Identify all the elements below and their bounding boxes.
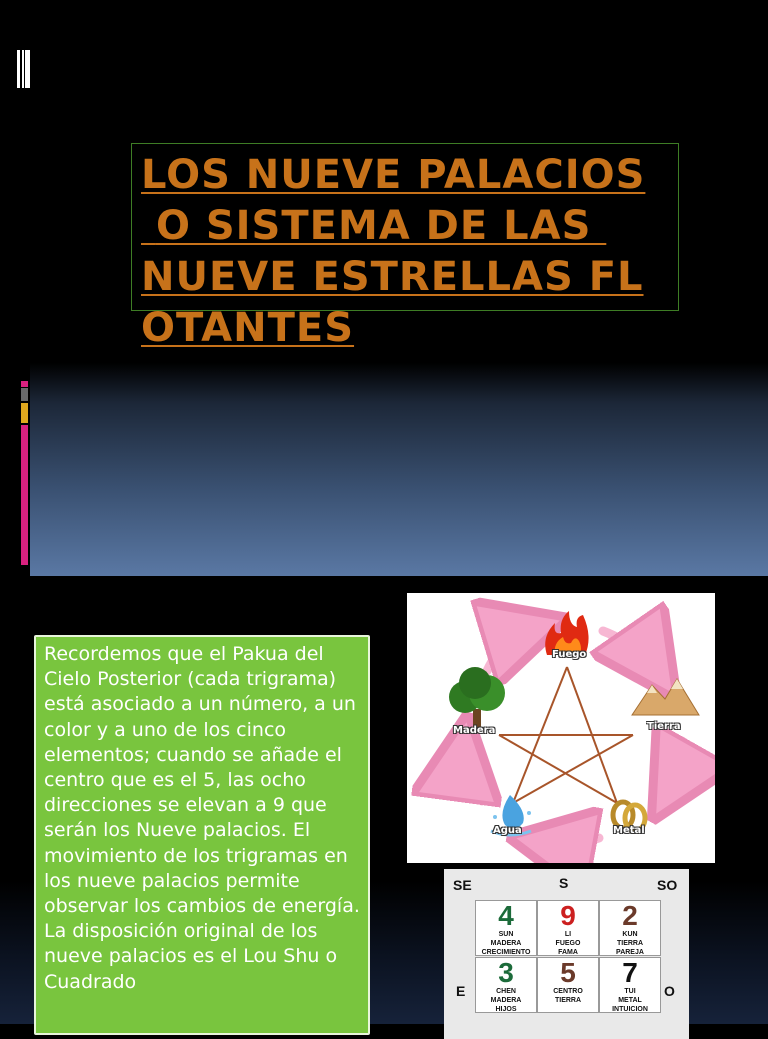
direction-se: SE bbox=[453, 877, 472, 893]
accent-bar-magenta bbox=[21, 425, 28, 565]
tree-icon bbox=[449, 667, 505, 731]
cell-number: 4 bbox=[498, 900, 514, 931]
cell-line: INTUICION bbox=[612, 1006, 648, 1013]
grid-cell bbox=[537, 900, 599, 956]
text-box[interactable] bbox=[34, 635, 370, 1035]
cell-line: TIERRA bbox=[554, 997, 582, 1004]
cell-line: PAREJA bbox=[616, 949, 644, 956]
accent-bar-pink bbox=[21, 381, 28, 387]
cell-number: 5 bbox=[560, 957, 576, 988]
cell-line: FAMA bbox=[558, 949, 578, 956]
madera-label: Madera bbox=[453, 725, 496, 736]
cell-line: MADERA bbox=[490, 940, 522, 947]
cell-line: LI bbox=[564, 931, 572, 938]
direction-so: SO bbox=[657, 877, 678, 893]
decorative-stripes bbox=[17, 50, 31, 88]
direction-o: O bbox=[664, 983, 675, 999]
five-elements-diagram[interactable] bbox=[407, 593, 715, 863]
cell-line: KUN bbox=[622, 931, 638, 938]
metal-label: Metal bbox=[613, 825, 645, 836]
cell-number: 2 bbox=[622, 900, 638, 931]
cell-number: 9 bbox=[560, 900, 576, 931]
direction-s: S bbox=[559, 875, 569, 891]
grid-cell bbox=[599, 900, 661, 956]
cell-number: 3 bbox=[498, 957, 514, 988]
mountain-icon bbox=[632, 679, 699, 715]
agua-label: Agua bbox=[493, 825, 522, 836]
grid-cell bbox=[475, 957, 537, 1013]
cell-line: TUI bbox=[624, 988, 636, 995]
cell-line: TIERRA bbox=[616, 940, 644, 947]
cell-line: SUN bbox=[498, 931, 514, 938]
accent-bar-gray bbox=[21, 388, 28, 401]
cell-line: METAL bbox=[618, 997, 642, 1004]
cell-line: FUEGO bbox=[555, 940, 581, 947]
slide-title[interactable]: LOS NUEVE PALACIOS O SISTEMA DE LAS NUEVE ESTRELLAS FL OTANTES bbox=[141, 152, 646, 351]
cell-number: 7 bbox=[622, 957, 638, 988]
fuego-label: Fuego bbox=[552, 649, 587, 660]
cell-line: HIJOS bbox=[495, 1006, 517, 1013]
grid-cell bbox=[475, 900, 537, 956]
cell-line: CENTRO bbox=[553, 988, 583, 995]
cell-line: MADERA bbox=[490, 997, 522, 1004]
grid-cell bbox=[537, 957, 599, 1013]
cell-line: CHEN bbox=[496, 988, 516, 995]
pentagram bbox=[499, 667, 633, 803]
grid-cell bbox=[599, 957, 661, 1013]
cycle-arrows bbox=[462, 628, 682, 845]
lou-shu-grid[interactable] bbox=[444, 869, 689, 1039]
cell-line: CRECIMIENTO bbox=[481, 949, 531, 956]
accent-bar-yellow bbox=[21, 403, 28, 423]
body-text: Recordemos que el Pakua del Cielo Posterior (cada trigrama) está asociado a un número, a un color y a uno de los cinco elementos; cuando se añade el centro que es el 5, las ocho direcciones se elevan a 9 que serán los Nueve palacios. El movimiento de los trigramas en los nueve palacios permite observar los cambios de energía. La disposición original de los nueve palacios es el Lou Shu o Cuadrado bbox=[44, 643, 360, 993]
direction-e: E bbox=[456, 983, 466, 999]
tierra-label: Tierra bbox=[647, 721, 681, 732]
